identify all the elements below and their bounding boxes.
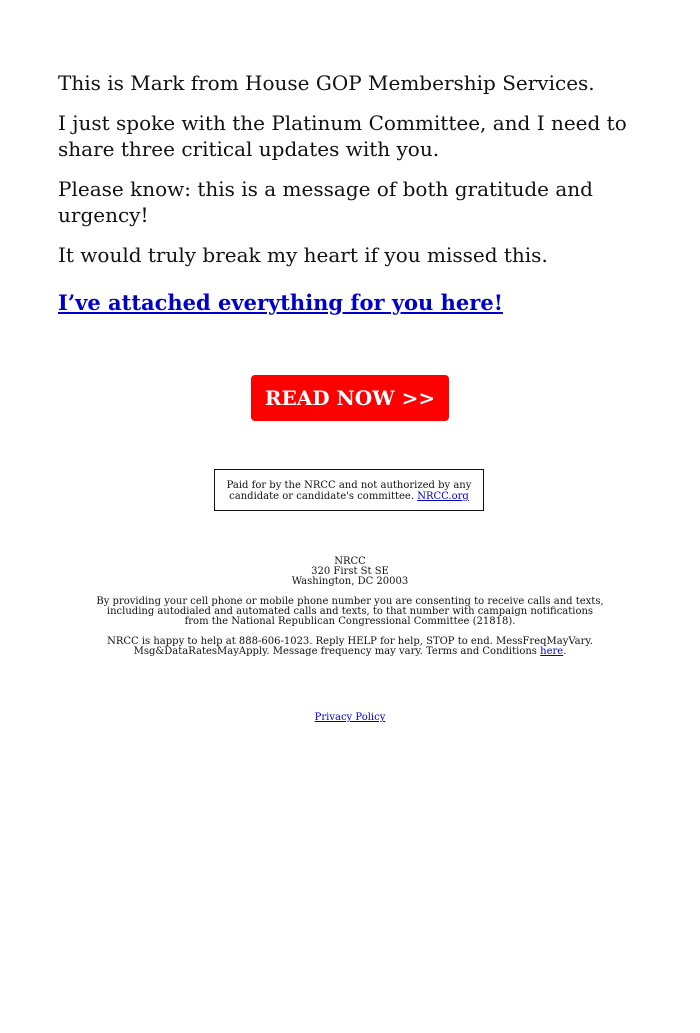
intro-paragraph: This is Mark from House GOP Membership Services. xyxy=(58,71,595,95)
privacy-policy-link[interactable]: Privacy Policy xyxy=(314,712,386,723)
terms-link[interactable]: here xyxy=(540,646,564,657)
read-now-button[interactable]: READ NOW >> xyxy=(251,375,449,421)
address-city: Washington, DC 20003 xyxy=(291,576,409,587)
paid-for-disclaimer xyxy=(214,469,484,511)
privacy-container xyxy=(0,713,700,723)
gratitude-paragraph: Please know: this is a message of both gratitude and urgency! xyxy=(58,177,593,227)
nrcc-site-link[interactable]: NRCC.org xyxy=(417,491,469,502)
sms-consent-text: By providing your cell phone or mobile phone number you are consenting to receive calls and texts, including autodialed and automated calls and texts, to that number with campaign notifications from the National Republican Congressional Committee (21818). xyxy=(96,596,604,627)
disclaimer-text: Paid for by the NRCC and not authorized by any candidate or candidate's committee. xyxy=(226,480,472,502)
terms-period: . xyxy=(563,646,567,657)
footer xyxy=(94,557,606,657)
attachment-link[interactable]: I’ve attached everything for you here! xyxy=(58,290,503,315)
email-body xyxy=(58,70,642,316)
cta-container xyxy=(0,375,700,421)
update-paragraph: I just spoke with the Platinum Committee, and I need to share three critical updates with you. xyxy=(58,111,627,161)
address-org: NRCC xyxy=(334,556,366,567)
heartbreak-paragraph: It would truly break my heart if you missed this. xyxy=(58,243,548,267)
address-street: 320 First St SE xyxy=(311,566,389,577)
help-text-block xyxy=(94,637,606,657)
mailing-address xyxy=(94,557,606,587)
help-text: NRCC is happy to help at 888-606-1023. Reply HELP for help, STOP to end. MessFreqMayVary. Msg&DataRatesMayApply. Message frequency may vary. Terms and Conditions xyxy=(107,636,593,657)
